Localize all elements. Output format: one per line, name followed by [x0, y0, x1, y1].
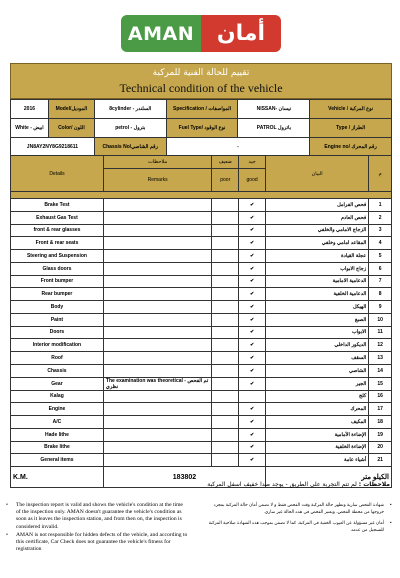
item-details: Roof: [11, 352, 104, 365]
item-good: ✔: [239, 326, 266, 339]
item-good: ✔: [239, 339, 266, 352]
item-remarks: The examination was theoretical - تم الفحص نظري: [103, 377, 211, 390]
item-statement-ar: السقف: [266, 352, 369, 365]
color-label: Color/ اللون: [48, 119, 94, 138]
item-remarks: [103, 454, 211, 467]
table-row: [11, 237, 392, 250]
remarks-header-en: Remarks: [103, 169, 211, 192]
item-good: ✔: [239, 416, 266, 429]
year-value: 2016: [11, 100, 49, 119]
table-row: [11, 275, 392, 288]
item-good: ✔: [239, 301, 266, 314]
number-header: م: [369, 156, 392, 192]
item-poor: [212, 288, 239, 301]
item-statement-ar: زجاج الابواب: [266, 262, 369, 275]
cylinder-value: 8cylinder - السلندر: [94, 100, 166, 119]
item-statement-ar: الابواب: [266, 326, 369, 339]
item-poor: [212, 390, 239, 403]
chassis-value: JN8AY2NY8G9218611: [11, 138, 95, 157]
item-poor: [212, 275, 239, 288]
item-statement-ar: الإضاءة الخلفية: [266, 441, 369, 454]
item-remarks: [103, 199, 211, 212]
item-details: Glass doors: [11, 262, 104, 275]
item-poor: [212, 428, 239, 441]
title-arabic: تقييم للحالة الفنية للمركبة: [152, 68, 250, 78]
item-statement-ar: الشاصي: [266, 364, 369, 377]
table-row: [11, 416, 392, 429]
item-poor: [212, 441, 239, 454]
item-good: ✔: [239, 403, 266, 416]
item-statement-ar: عجلة القيادة: [266, 250, 369, 263]
item-remarks: [103, 288, 211, 301]
statement-header: البيان: [266, 156, 369, 192]
item-remarks: [103, 326, 211, 339]
item-statement-ar: المكيف: [266, 416, 369, 429]
item-statement-ar: فحص الفرامل: [266, 199, 369, 212]
poor-header-ar: ضعيف: [212, 156, 239, 169]
info-row: [11, 138, 392, 157]
item-remarks: [103, 441, 211, 454]
item-poor: [212, 301, 239, 314]
item-statement-ar: الصبغ: [266, 313, 369, 326]
item-good: ✔: [239, 454, 266, 467]
details-header: Details: [11, 156, 104, 192]
item-number: 1: [369, 199, 392, 212]
model-label: Model/الموديل: [48, 100, 94, 119]
disclaimer-item: • شهادة الفحص سارية وتظهر حالة المركبة وقت الفحص فقط و لا تضمن أمان حالة المركبة بمجرد خروجها من محطة الفحص، ويعتبر الفحص في هذه الحالة غير ساري.: [200, 503, 392, 516]
item-details: General items: [11, 454, 104, 467]
notes-text: لم تتم التجربة على الطريق - يوجد صدا خفيف اسفل المركبة: [207, 481, 357, 488]
item-details: Brake lithe: [11, 441, 104, 454]
type-value: PATROL باترول: [238, 119, 310, 138]
item-poor: [212, 211, 239, 224]
item-statement-ar: أشياء عامة: [266, 454, 369, 467]
item-statement-ar: المحرك: [266, 403, 369, 416]
item-details: Hade lithe: [11, 428, 104, 441]
good-header-en: good: [239, 169, 266, 192]
km-label-ar: الكيلو متر: [266, 467, 392, 488]
item-remarks: [103, 390, 211, 403]
chassis-label: Chassis No/رقم الشاصي: [94, 138, 166, 157]
engine-label: Engine no/ رقم المحرك: [310, 138, 392, 157]
item-good: ✔: [239, 288, 266, 301]
item-poor: [212, 454, 239, 467]
item-good: ✔: [239, 224, 266, 237]
info-row: [11, 100, 392, 119]
notes: [200, 481, 390, 488]
table-row: [11, 352, 392, 365]
vehicle-info-table: [10, 99, 392, 157]
specification-label: Specification / المواصفات: [166, 100, 238, 119]
item-poor: [212, 199, 239, 212]
item-details: Chassis: [11, 364, 104, 377]
item-number: 16: [369, 390, 392, 403]
item-details: Interior modification: [11, 339, 104, 352]
item-poor: [212, 224, 239, 237]
item-details: Front & rear seats: [11, 237, 104, 250]
item-details: Body: [11, 301, 104, 314]
item-number: 20: [369, 441, 392, 454]
item-number: 11: [369, 326, 392, 339]
item-good: ✔: [239, 199, 266, 212]
item-number: 12: [369, 339, 392, 352]
item-good: ✔: [239, 313, 266, 326]
remarks-header-ar: ملاحظات: [103, 156, 211, 169]
item-details: Exhaust Gas Test: [11, 211, 104, 224]
item-statement-ar: الديكور الداخلي: [266, 339, 369, 352]
table-row: [11, 224, 392, 237]
table-row: [11, 441, 392, 454]
item-poor: [212, 339, 239, 352]
item-good: ✔: [239, 262, 266, 275]
item-details: Steering and Suspension: [11, 250, 104, 263]
item-remarks: [103, 250, 211, 263]
item-poor: [212, 313, 239, 326]
item-number: 4: [369, 237, 392, 250]
item-poor: [212, 250, 239, 263]
table-row: [11, 288, 392, 301]
color-value: White - ابيض: [11, 119, 49, 138]
item-good: ✔: [239, 211, 266, 224]
fuel-type-label: Fuel Type/ نوع الوقود: [166, 119, 238, 138]
item-poor: [212, 403, 239, 416]
item-poor: [212, 377, 239, 390]
aman-logo: [121, 15, 281, 52]
item-good: ✔: [239, 377, 266, 390]
table-row: [11, 211, 392, 224]
table-row: [11, 364, 392, 377]
item-good: ✔: [239, 250, 266, 263]
item-details: Front bumper: [11, 275, 104, 288]
notes-label: ملاحظات :: [358, 481, 390, 488]
item-good: ✔: [239, 237, 266, 250]
item-statement-ar: الجير: [266, 377, 369, 390]
table-row: [11, 428, 392, 441]
item-number: 8: [369, 288, 392, 301]
item-number: 6: [369, 262, 392, 275]
table-row: [11, 313, 392, 326]
item-details: Gear: [11, 377, 104, 390]
item-number: 18: [369, 416, 392, 429]
item-remarks: [103, 428, 211, 441]
disclaimers-english: [6, 502, 188, 554]
km-label: K.M.: [11, 467, 104, 488]
item-poor: [212, 352, 239, 365]
brand-value: NISSAN- نيسان: [238, 100, 310, 119]
item-remarks: [103, 339, 211, 352]
type-label: Type / الطراز: [310, 119, 392, 138]
item-details: Doors: [11, 326, 104, 339]
table-row: [11, 250, 392, 263]
item-good: ✔: [239, 428, 266, 441]
item-details: Kalag: [11, 390, 104, 403]
disclaimer-item: • The inspection report is valid and shows the vehicle's condition at the time of the inspection only. AMAN doesn't guarantee the vehicle's condition as soon as it leaves the inspection station, and from then on, the inspection is considered invalid.: [6, 502, 188, 531]
item-remarks: [103, 313, 211, 326]
item-remarks: [103, 224, 211, 237]
item-number: 3: [369, 224, 392, 237]
item-details: A/C: [11, 416, 104, 429]
item-number: 15: [369, 377, 392, 390]
item-number: 2: [369, 211, 392, 224]
logo-ar-text: أمان: [201, 15, 281, 52]
inspection-table: [10, 155, 392, 488]
title-english: Technical condition of the vehicle: [119, 81, 283, 95]
table-row: [11, 339, 392, 352]
table-row: [11, 262, 392, 275]
item-remarks: [103, 364, 211, 377]
item-details: Engine: [11, 403, 104, 416]
item-remarks: [103, 352, 211, 365]
item-good: ✔: [239, 352, 266, 365]
logo-en-text: AMAN: [121, 15, 201, 52]
table-row: [11, 377, 392, 390]
table-row: [11, 301, 392, 314]
item-number: 21: [369, 454, 392, 467]
item-statement-ar: الدعامية الامامية: [266, 275, 369, 288]
fuel-value: petrol - بترول: [94, 119, 166, 138]
item-statement-ar: الزجاج الامامي والخلفي: [266, 224, 369, 237]
item-poor: [212, 237, 239, 250]
item-statement-ar: الإضاءة الأمامية: [266, 428, 369, 441]
table-row: [11, 390, 392, 403]
item-remarks: [103, 275, 211, 288]
item-statement-ar: كلج: [266, 390, 369, 403]
item-remarks: [103, 237, 211, 250]
item-details: Brake Test: [11, 199, 104, 212]
vehicle-label: Vehicle / نوع المركبة: [310, 100, 392, 119]
info-row: [11, 119, 392, 138]
item-statement-ar: المقاعد امامي وخلفي: [266, 237, 369, 250]
item-number: 17: [369, 403, 392, 416]
item-number: 19: [369, 428, 392, 441]
item-remarks: [103, 262, 211, 275]
item-poor: [212, 326, 239, 339]
disclaimer-item: • أمان غير مسؤولة عن العيوب الخفية في المركبة، كما لا تضمن بموجب هذه الشهادة صلاحية المركبة للتسجيل من عدمه: [200, 521, 392, 534]
item-remarks: [103, 403, 211, 416]
table-row: [11, 454, 392, 467]
km-value: 183802: [103, 467, 265, 488]
item-details: Rear bumper: [11, 288, 104, 301]
disclaimer-item: • AMAN is not responsible for hidden defects of the vehicle, and according to this certificate, Car Check does not guarantee the vehicle's fitness for registration: [6, 532, 188, 554]
item-remarks: [103, 416, 211, 429]
item-number: 10: [369, 313, 392, 326]
item-statement-ar: فحص العادم: [266, 211, 369, 224]
good-header-ar: جيد: [239, 156, 266, 169]
table-row: [11, 403, 392, 416]
item-number: 14: [369, 364, 392, 377]
table-row: [11, 199, 392, 212]
item-number: 13: [369, 352, 392, 365]
item-number: 9: [369, 301, 392, 314]
disclaimers-arabic: [200, 503, 392, 539]
item-remarks: [103, 301, 211, 314]
header-spacer: [11, 192, 392, 199]
item-number: 7: [369, 275, 392, 288]
item-good: [239, 390, 266, 403]
item-details: Paint: [11, 313, 104, 326]
poor-header-en: poor: [212, 169, 239, 192]
item-good: ✔: [239, 275, 266, 288]
item-poor: [212, 416, 239, 429]
table-row: [11, 326, 392, 339]
title-band: [10, 63, 392, 99]
item-remarks: [103, 211, 211, 224]
item-good: ✔: [239, 364, 266, 377]
item-details: front & rear glasses: [11, 224, 104, 237]
item-poor: [212, 364, 239, 377]
item-statement-ar: الهيكل: [266, 301, 369, 314]
item-statement-ar: الدعامية الخلفية: [266, 288, 369, 301]
item-poor: [212, 262, 239, 275]
item-number: 5: [369, 250, 392, 263]
item-good: ✔: [239, 441, 266, 454]
engine-value: -: [166, 138, 310, 157]
